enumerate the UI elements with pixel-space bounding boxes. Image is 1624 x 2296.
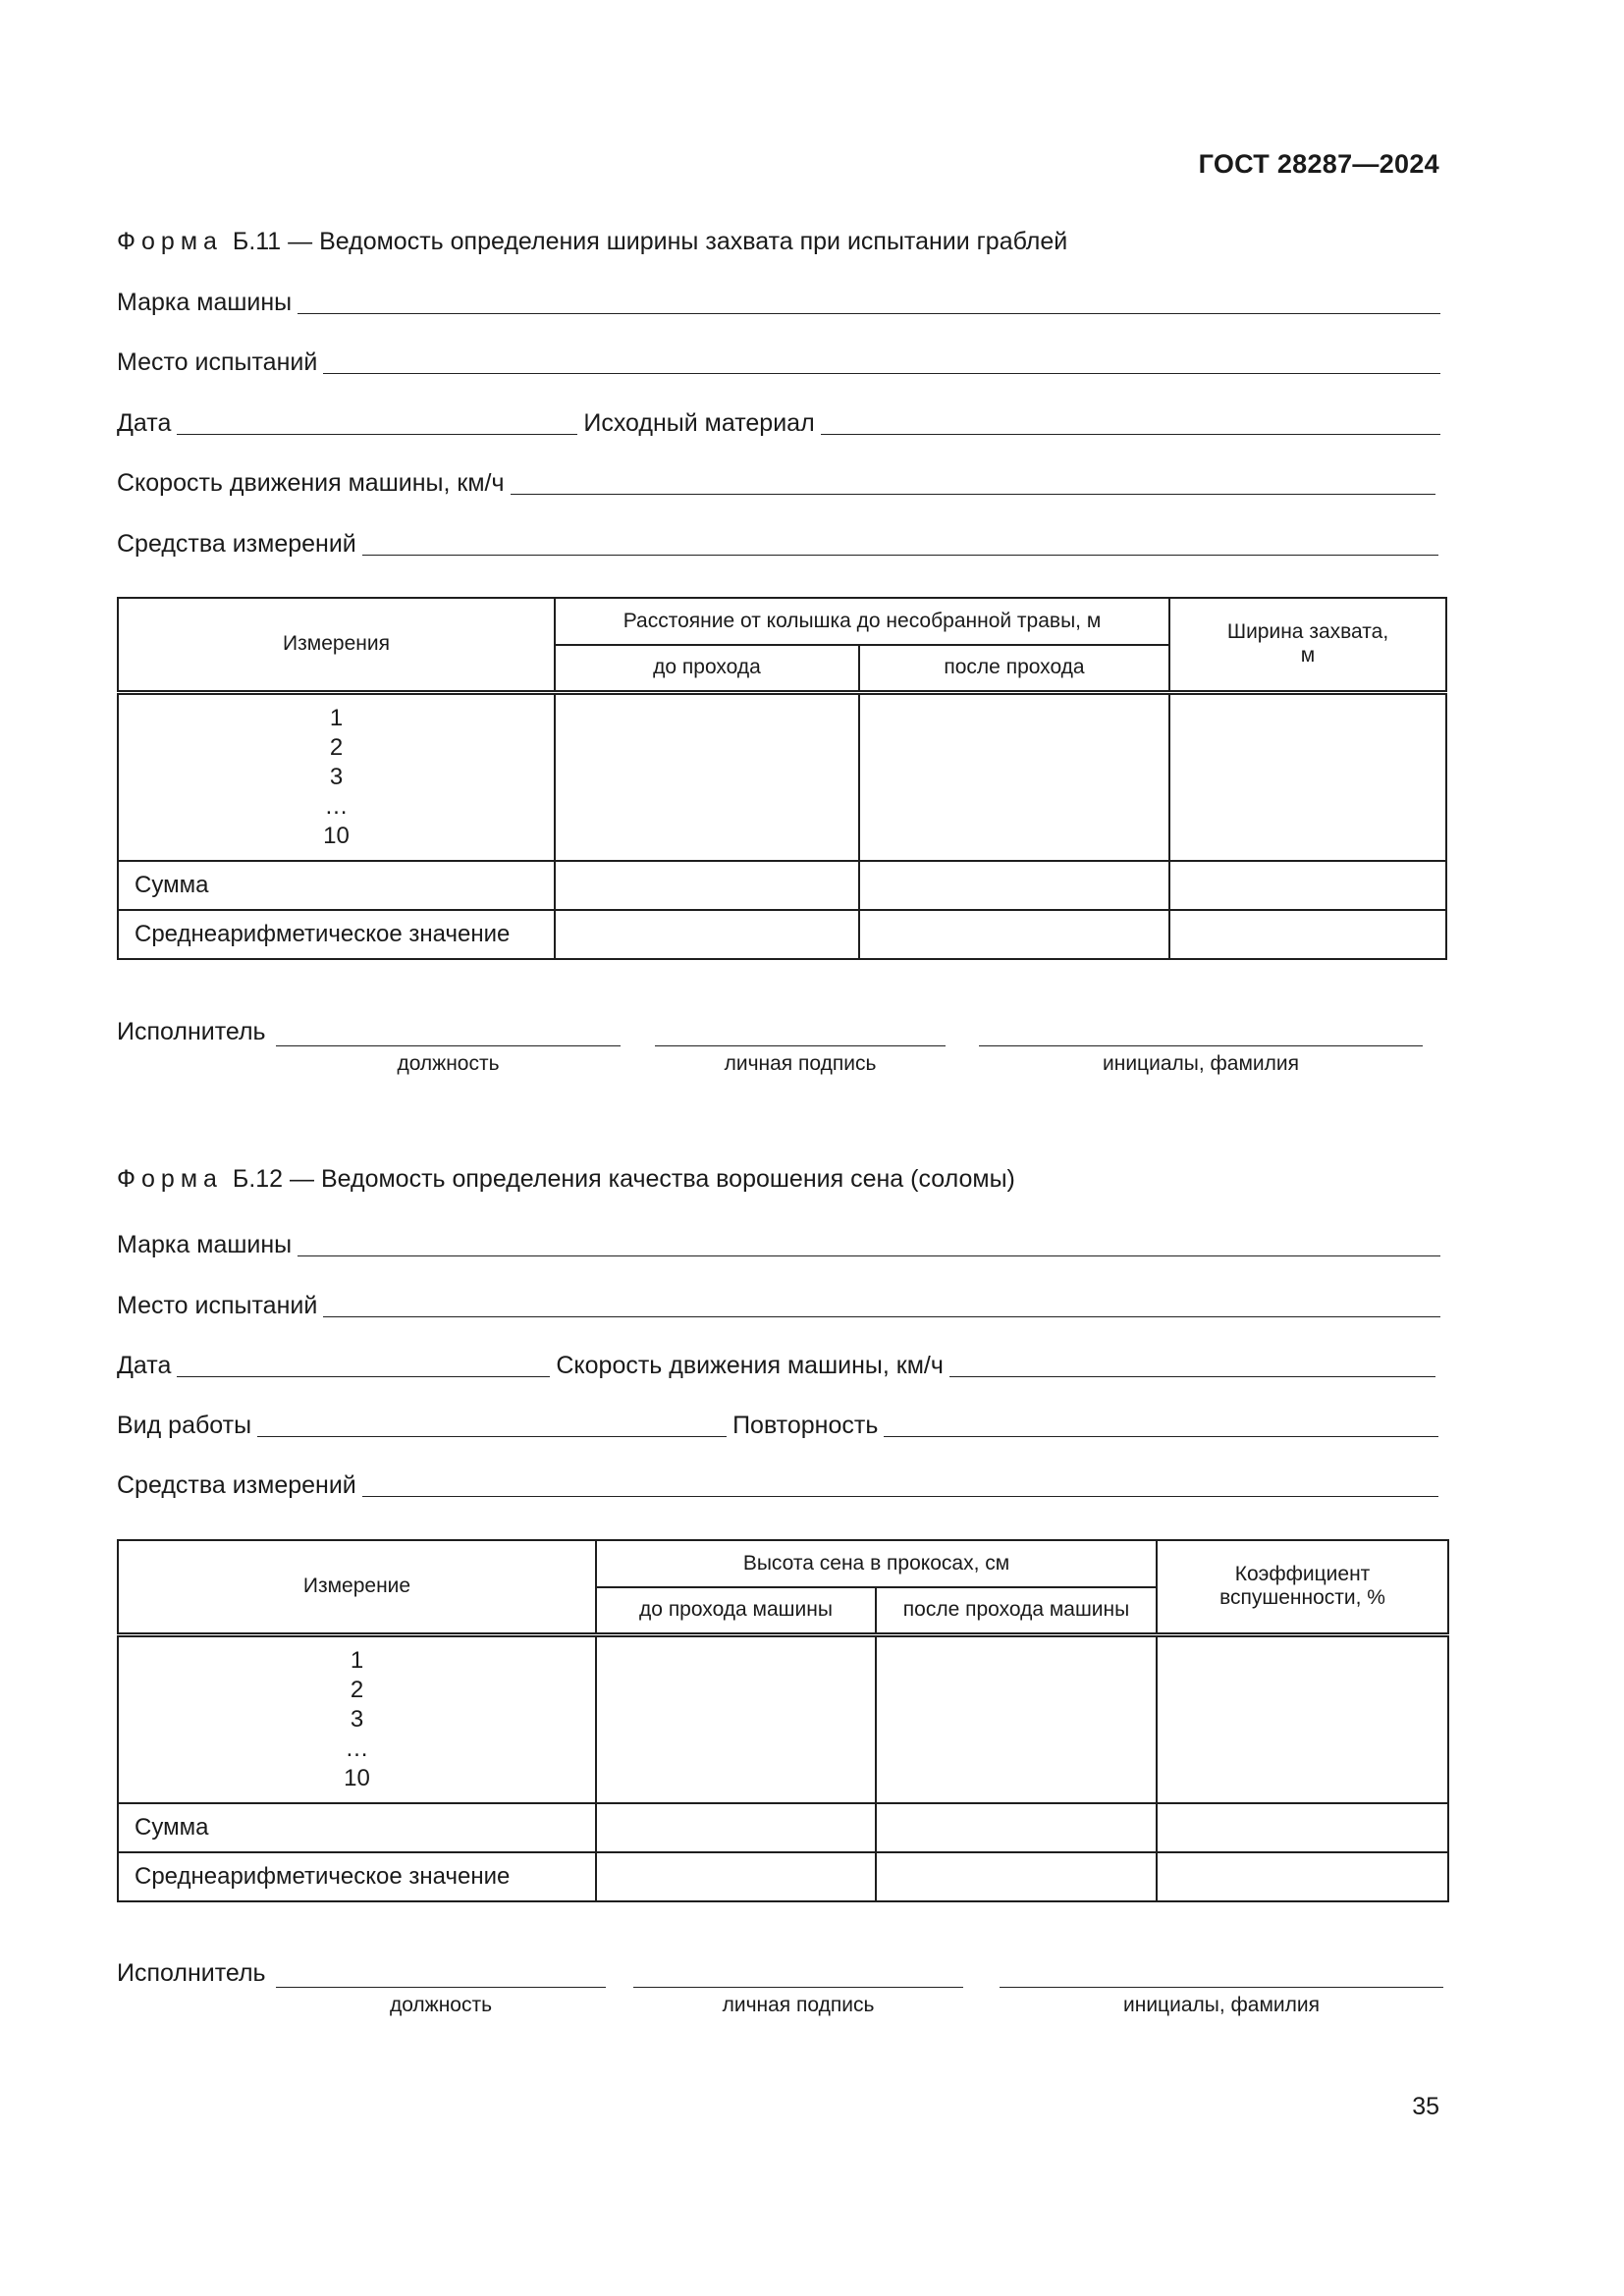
form12-place-field bbox=[117, 1290, 1440, 1319]
form12-col-coef-line1: Коэффициент bbox=[1234, 1563, 1371, 1586]
form11-speed-field bbox=[117, 467, 1435, 497]
form12-mean-coef[interactable] bbox=[1157, 1852, 1448, 1901]
form11-sum-after[interactable] bbox=[859, 861, 1169, 910]
form11-measure-rows bbox=[118, 692, 555, 861]
form12-name-caption: инициалы, фамилия bbox=[1123, 1994, 1320, 2016]
form12-row-2: 2 bbox=[350, 1676, 364, 1703]
form12-row-3: 3 bbox=[350, 1705, 364, 1733]
form12-date-speed-field bbox=[117, 1350, 1435, 1379]
form12-mean-before[interactable] bbox=[596, 1852, 876, 1901]
form11-col-width-text: Ширина захвата, bbox=[1226, 620, 1389, 644]
form12-row-ellipsis: … bbox=[345, 1735, 369, 1762]
form11-place-label: Место испытаний bbox=[117, 348, 318, 376]
form12-position-caption: должность bbox=[389, 1994, 493, 2016]
form12-cell-before[interactable] bbox=[596, 1634, 876, 1803]
form11-title-prefix: Форма bbox=[117, 228, 223, 255]
form12-speed-label: Скорость движения машины, км/ч bbox=[556, 1352, 944, 1379]
form11-place-line[interactable] bbox=[323, 350, 1440, 374]
form11-signature-caption: личная подпись bbox=[724, 1052, 877, 1075]
form12-sum-after[interactable] bbox=[876, 1803, 1157, 1852]
form11-place-field bbox=[117, 347, 1440, 376]
form11-machine-label: Марка машины bbox=[117, 289, 293, 316]
form11-machine-field bbox=[117, 287, 1440, 316]
form11-mean-after[interactable] bbox=[859, 910, 1169, 959]
form11-col-width bbox=[1169, 598, 1446, 692]
form11-row-10: 10 bbox=[323, 822, 350, 849]
form12-repeat-label: Повторность bbox=[732, 1412, 879, 1439]
form12-name-line[interactable] bbox=[1000, 1985, 1443, 1988]
form12-date-label: Дата bbox=[117, 1352, 172, 1379]
form12-instruments-field bbox=[117, 1469, 1438, 1499]
form12-cell-after[interactable] bbox=[876, 1634, 1157, 1803]
form12-instruments-label: Средства измерений bbox=[117, 1471, 356, 1499]
form12-row-1: 1 bbox=[350, 1646, 364, 1674]
form12-signature-line[interactable] bbox=[633, 1985, 963, 1988]
form11-speed-label: Скорость движения машины, км/ч bbox=[117, 469, 505, 497]
form12-work-repeat-field bbox=[117, 1410, 1438, 1439]
form12-speed-line[interactable] bbox=[949, 1354, 1435, 1377]
form11-executor-label: Исполнитель bbox=[117, 1018, 266, 1045]
form12-executor-label: Исполнитель bbox=[117, 1959, 266, 1987]
form11-date-label: Дата bbox=[117, 409, 172, 437]
form12-machine-line[interactable] bbox=[298, 1233, 1440, 1256]
form11-mean-label: Среднеарифметическое значение bbox=[118, 910, 555, 959]
form11-machine-line[interactable] bbox=[298, 291, 1440, 314]
form11-mean-before[interactable] bbox=[555, 910, 859, 959]
form11-table bbox=[117, 597, 1447, 960]
form11-col-width-unit: м bbox=[1300, 644, 1316, 667]
form11-position-line[interactable] bbox=[276, 1043, 621, 1046]
form11-row-1: 1 bbox=[329, 704, 344, 731]
form11-row-ellipsis: … bbox=[324, 792, 349, 820]
form12-title-prefix: Форма bbox=[117, 1165, 223, 1193]
form12-table bbox=[117, 1539, 1449, 1902]
form11-row-2: 2 bbox=[329, 733, 344, 761]
form12-sum-label: Сумма bbox=[118, 1803, 596, 1852]
form11-col-before: до прохода bbox=[555, 645, 859, 692]
form12-row-10: 10 bbox=[344, 1764, 370, 1791]
form11-position-caption: должность bbox=[397, 1052, 500, 1075]
form12-work-line[interactable] bbox=[257, 1414, 727, 1437]
form12-place-line[interactable] bbox=[323, 1294, 1440, 1317]
form11-cell-width[interactable] bbox=[1169, 692, 1446, 861]
form12-repeat-line[interactable] bbox=[884, 1414, 1438, 1437]
form12-mean-label: Среднеарифметическое значение bbox=[118, 1852, 596, 1901]
form12-mean-after[interactable] bbox=[876, 1852, 1157, 1901]
form11-name-line[interactable] bbox=[979, 1043, 1423, 1046]
form11-cell-after[interactable] bbox=[859, 692, 1169, 861]
form11-sum-width[interactable] bbox=[1169, 861, 1446, 910]
form12-col-coef-line2: вспушенности, % bbox=[1219, 1586, 1385, 1610]
page-number: 35 bbox=[1412, 2093, 1439, 2120]
form11-cell-before[interactable] bbox=[555, 692, 859, 861]
form12-col-coef bbox=[1157, 1540, 1448, 1634]
form12-cell-coef[interactable] bbox=[1157, 1634, 1448, 1803]
form11-row-3: 3 bbox=[329, 763, 344, 790]
form11-title-text: Б.11 — Ведомость определения ширины захвата при испытании граблей bbox=[232, 228, 1068, 255]
form11-date-material-field bbox=[117, 407, 1440, 437]
form12-title bbox=[117, 1165, 1015, 1194]
form12-col-after: после прохода машины bbox=[876, 1587, 1157, 1634]
form12-work-label: Вид работы bbox=[117, 1412, 252, 1439]
form12-title-text: Б.12 — Ведомость определения качества ворошения сена (соломы) bbox=[232, 1165, 1015, 1193]
form11-sum-label: Сумма bbox=[118, 861, 555, 910]
form11-signature-line[interactable] bbox=[655, 1043, 946, 1046]
form11-col-distance: Расстояние от колышка до несобранной травы, м bbox=[555, 598, 1169, 645]
form11-material-label: Исходный материал bbox=[583, 409, 815, 437]
form11-col-measure: Измерения bbox=[118, 598, 555, 692]
form11-instruments-line[interactable] bbox=[362, 532, 1438, 556]
form11-sum-before[interactable] bbox=[555, 861, 859, 910]
form11-mean-width[interactable] bbox=[1169, 910, 1446, 959]
form12-position-line[interactable] bbox=[276, 1985, 606, 1988]
form12-instruments-line[interactable] bbox=[362, 1473, 1438, 1497]
form12-col-height: Высота сена в прокосах, см bbox=[596, 1540, 1157, 1587]
form12-machine-field bbox=[117, 1229, 1440, 1258]
form12-sum-before[interactable] bbox=[596, 1803, 876, 1852]
form11-name-caption: инициалы, фамилия bbox=[1103, 1052, 1299, 1075]
form12-col-before: до прохода машины bbox=[596, 1587, 876, 1634]
form11-instruments-label: Средства измерений bbox=[117, 530, 356, 558]
form12-sum-coef[interactable] bbox=[1157, 1803, 1448, 1852]
form11-col-after: после прохода bbox=[859, 645, 1169, 692]
form12-machine-label: Марка машины bbox=[117, 1231, 293, 1258]
document-number: ГОСТ 28287—2024 bbox=[1198, 149, 1439, 179]
form11-speed-line[interactable] bbox=[511, 471, 1436, 495]
form11-instruments-field bbox=[117, 528, 1438, 558]
form11-date-line[interactable] bbox=[177, 411, 577, 435]
form11-material-line[interactable] bbox=[821, 411, 1440, 435]
form11-title bbox=[117, 228, 1067, 256]
form12-place-label: Место испытаний bbox=[117, 1292, 318, 1319]
form12-signature-caption: личная подпись bbox=[722, 1994, 875, 2016]
form12-date-line[interactable] bbox=[177, 1354, 550, 1377]
form12-measure-rows bbox=[118, 1634, 596, 1803]
form12-col-measure: Измерение bbox=[118, 1540, 596, 1634]
